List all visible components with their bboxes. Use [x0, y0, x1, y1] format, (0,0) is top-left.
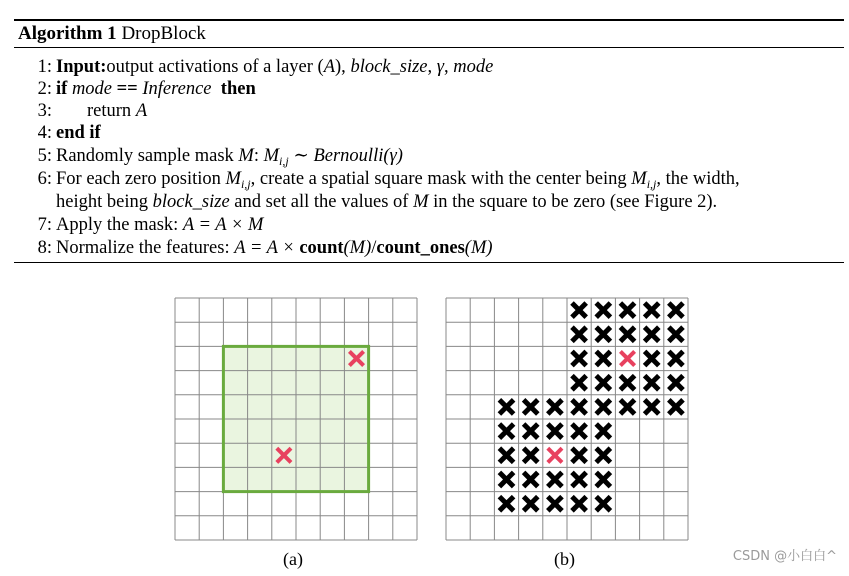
black-x-mark [596, 424, 610, 438]
colon: : [253, 146, 259, 166]
algorithm-name: DropBlock [121, 23, 206, 44]
equals-operator: == [116, 79, 138, 99]
csdn-watermark: CSDN @小白白^ [732, 549, 837, 564]
line-text: height being [56, 192, 148, 212]
line-number: 1: [37, 57, 52, 77]
black-x-mark [596, 327, 610, 341]
var-m: M [263, 146, 280, 166]
figure-panel-b [445, 297, 690, 542]
line-number: 4: [37, 123, 52, 143]
top-rule [14, 19, 844, 21]
subscript-ij: i,j [646, 177, 657, 191]
line-text: Randomly sample mask [56, 146, 234, 166]
line-text: and set all the values of [234, 192, 409, 212]
line-number: 7: [37, 215, 52, 235]
algo-line-3 [18, 100, 147, 122]
line-text: , [427, 57, 437, 77]
black-x-mark [524, 424, 538, 438]
black-x-mark [645, 351, 659, 365]
black-x-mark [524, 400, 538, 414]
count-function: count [299, 238, 344, 258]
black-x-mark [499, 424, 513, 438]
algorithm-label: Algorithm 1 [18, 23, 117, 44]
black-x-mark [499, 472, 513, 486]
subscript-ij: i,j [240, 177, 251, 191]
inference-literal: Inference [142, 79, 212, 99]
black-x-mark [572, 327, 586, 341]
black-x-mark [669, 327, 683, 341]
line-number: 3: [37, 101, 52, 121]
black-x-mark [596, 497, 610, 511]
keyword-if: if [56, 79, 68, 99]
keyword-end-if: end if [56, 123, 101, 143]
black-x-mark [620, 327, 634, 341]
header-rule [14, 47, 844, 48]
line-text: , the width, [656, 169, 740, 189]
var-block-size: block_size [350, 57, 428, 77]
line-text: ), [335, 57, 351, 77]
black-x-mark [572, 351, 586, 365]
algo-line-6-cont [18, 191, 717, 213]
black-x-mark [524, 497, 538, 511]
arg-m: (M) [464, 238, 493, 258]
line-text: , create a spatial square mask with the center being [250, 169, 627, 189]
black-x-mark [620, 303, 634, 317]
var-m: M [631, 169, 647, 189]
red-x-mark [548, 448, 562, 462]
mask-expression: A = A × M [182, 215, 264, 235]
black-x-mark [645, 400, 659, 414]
algo-line-7 [18, 214, 263, 236]
var-m: M [225, 169, 241, 189]
divide-operator: / [371, 238, 377, 258]
line-text: output activations of a layer ( [106, 57, 324, 77]
var-block-size: block_size [152, 192, 230, 212]
black-x-mark [548, 424, 562, 438]
subscript-ij: i,j [279, 154, 289, 168]
algo-line-1 [18, 56, 493, 78]
line-text: Apply the mask: [56, 215, 179, 235]
black-x-mark [596, 351, 610, 365]
line-text: Normalize the features: [56, 238, 230, 258]
line-text: For each zero position [56, 169, 221, 189]
line-number: 8: [37, 238, 52, 258]
black-x-mark [669, 303, 683, 317]
black-x-mark [548, 497, 562, 511]
bernoulli-dist: Bernoulli(γ) [313, 146, 403, 166]
black-x-mark [572, 400, 586, 414]
grid-lines [175, 298, 417, 540]
sim-operator: ∼ [293, 146, 309, 166]
black-x-mark [499, 448, 513, 462]
figure-panel-a [174, 297, 419, 542]
var-gamma: γ [436, 57, 445, 77]
black-x-mark [572, 497, 586, 511]
var-a: A [135, 101, 148, 121]
black-x-mark [645, 303, 659, 317]
line-text: , [444, 57, 454, 77]
black-x-mark [572, 424, 586, 438]
black-x-mark [572, 376, 586, 390]
black-x-mark [524, 448, 538, 462]
black-x-mark [572, 472, 586, 486]
line-number: 2: [37, 79, 52, 99]
line-text: in the square to be zero (see Figure 2). [433, 192, 718, 212]
black-x-mark [524, 472, 538, 486]
black-x-mark [572, 303, 586, 317]
line-number: 5: [37, 146, 52, 166]
red-x-mark [620, 351, 634, 365]
algo-line-8 [18, 237, 493, 259]
black-x-mark [548, 400, 562, 414]
normalize-expression: A = A × [234, 238, 295, 258]
keyword-input: Input: [56, 57, 107, 77]
count-ones-function: count_ones [376, 238, 465, 258]
algo-line-4 [18, 122, 101, 144]
var-m: M [238, 146, 254, 166]
var-m: M [413, 192, 429, 212]
black-x-mark [596, 376, 610, 390]
black-x-mark [572, 448, 586, 462]
bottom-rule [14, 262, 844, 263]
var-mode: mode [71, 79, 113, 99]
black-x-mark [596, 400, 610, 414]
black-x-mark [596, 472, 610, 486]
black-x-mark [645, 376, 659, 390]
black-x-mark [620, 376, 634, 390]
return-statement: return [87, 101, 132, 121]
black-x-mark [596, 448, 610, 462]
black-x-mark [669, 400, 683, 414]
black-x-mark [645, 327, 659, 341]
black-x-mark [548, 472, 562, 486]
var-a: A [323, 57, 336, 77]
var-mode: mode [453, 57, 494, 77]
algo-line-2 [18, 78, 256, 100]
caption-a: (a) [283, 549, 303, 569]
black-x-mark [499, 497, 513, 511]
black-x-mark [596, 303, 610, 317]
black-x-mark [669, 376, 683, 390]
line-number: 6: [37, 169, 52, 189]
keyword-then: then [220, 79, 256, 99]
caption-b: (b) [554, 549, 575, 569]
black-x-mark [669, 351, 683, 365]
arg-m: (M) [343, 238, 372, 258]
black-x-mark [620, 400, 634, 414]
algorithm-title [18, 23, 206, 45]
black-x-mark [499, 400, 513, 414]
